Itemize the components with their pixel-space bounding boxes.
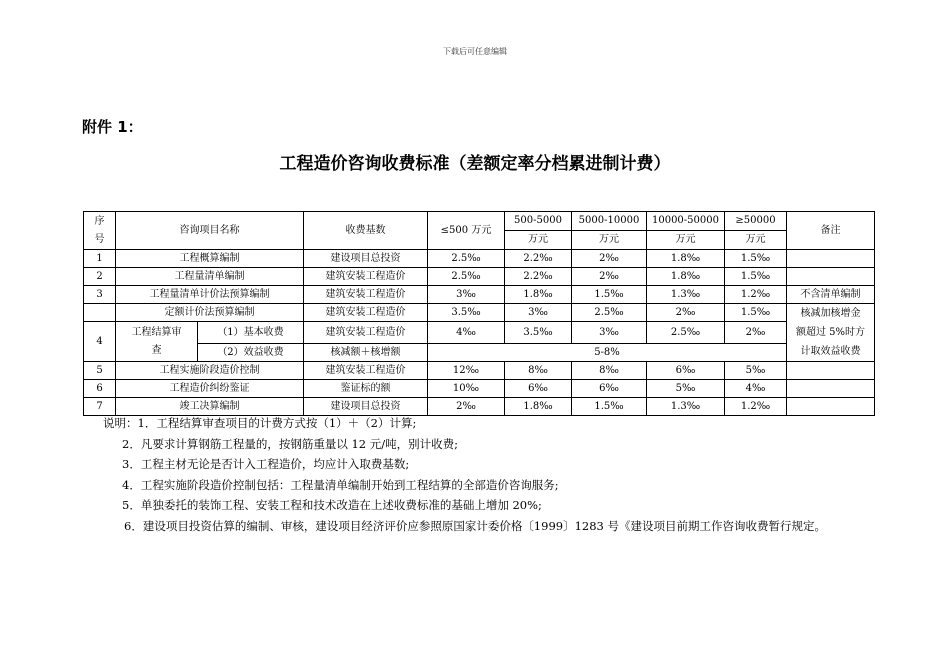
- table-row: [84, 322, 875, 344]
- cell-remark-settlement: 核减加核增金 额超过 5%时方 计取效益收费: [787, 304, 875, 362]
- note-item: 2．凡要求计算钢筋工程量的，按钢筋重量以 12 元/吨，别计收费;: [122, 436, 459, 451]
- cell-rate: 2‰: [647, 304, 725, 322]
- header-item-name: 咨询项目名称: [116, 212, 304, 250]
- cell-rate: 1.3‰: [647, 286, 725, 304]
- cell-seq: 3: [84, 286, 116, 304]
- cell-fee-base: 建设项目总投资: [304, 250, 428, 268]
- cell-rate: 1.5‰: [725, 250, 787, 268]
- cell-rate-merged: 5-8%: [428, 343, 787, 362]
- cell-rate: 1.3‰: [647, 398, 725, 416]
- cell-seq: 7: [84, 398, 116, 416]
- cell-rate: 2.5‰: [428, 250, 505, 268]
- cell-seq: 1: [84, 250, 116, 268]
- note-item: 5．单独委托的装饰工程、安装工程和技术改造在上述收费标准的基础上增加 20%;: [122, 498, 542, 512]
- cell-rate: 2.5‰: [647, 322, 725, 344]
- cell-rate: 1.8‰: [647, 268, 725, 286]
- cell-seq: 2: [84, 268, 116, 286]
- header-tier-2-unit: 万元: [505, 231, 572, 250]
- cell-item-name: 工程量清单编制: [116, 268, 304, 286]
- cell-remark: [787, 250, 875, 268]
- cell-rate: 2.5‰: [572, 304, 647, 322]
- cell-rate: 10‰: [428, 380, 505, 398]
- cell-rate: 6‰: [647, 362, 725, 380]
- cell-remark: [787, 268, 875, 286]
- table-row: [84, 304, 875, 322]
- note-item: 6．建设项目投资估算的编制、审核，建设项目经济评价应参照原国家计委价格〔1999〕1283 号《建设项目前期工作咨询收费暂行规定。: [124, 518, 826, 533]
- note-item: 说明：1．工程结算审查项目的计费方式按（1）＋（2）计算;: [103, 416, 417, 430]
- header-tier-4-unit: 万元: [647, 231, 725, 250]
- cell-seq: 4: [84, 322, 116, 362]
- cell-rate: 8‰: [505, 362, 572, 380]
- document-title: 工程造价咨询收费标准（差额定率分档累进制计费）: [279, 154, 671, 174]
- header-seq: 序 号: [84, 212, 116, 250]
- cell-rate: 2.2‰: [505, 268, 572, 286]
- cell-item-name: 工程概算编制: [116, 250, 304, 268]
- header-tier-3-unit: 万元: [572, 231, 647, 250]
- cell-rate: 2‰: [572, 250, 647, 268]
- cell-fee-base: 建筑安装工程造价: [304, 304, 428, 322]
- cell-rate: 1.8‰: [505, 398, 572, 416]
- cell-rate: 5‰: [725, 362, 787, 380]
- cell-fee-base: 建筑安装工程造价: [304, 362, 428, 380]
- cell-rate: 1.5‰: [572, 398, 647, 416]
- cell-item-name: （2）效益收费: [198, 343, 304, 362]
- cell-item-name: 工程量清单计价法预算编制: [116, 286, 304, 304]
- header-tier-4: 10000-50000: [647, 212, 725, 231]
- cell-rate: 1.2‰: [725, 398, 787, 416]
- cell-seq: [84, 304, 116, 322]
- cell-rate: 6‰: [572, 380, 647, 398]
- header-tier-3: 5000-10000: [572, 212, 647, 231]
- cell-fee-base: 建设项目总投资: [304, 398, 428, 416]
- table-row: [84, 362, 875, 380]
- cell-rate: 4‰: [725, 380, 787, 398]
- cell-rate: 12‰: [428, 362, 505, 380]
- cell-rate: 1.5‰: [725, 268, 787, 286]
- cell-fee-base: 建筑安装工程造价: [304, 268, 428, 286]
- cell-fee-base: 核减额＋核增额: [304, 343, 428, 362]
- cell-rate: 2‰: [428, 398, 505, 416]
- cell-rate: 3‰: [505, 304, 572, 322]
- header-tier-2: 500-5000: [505, 212, 572, 231]
- cell-item-name: 定额计价法预算编制: [116, 304, 304, 322]
- table-header-row: [84, 212, 875, 231]
- cell-fee-base: 鉴证标的额: [304, 380, 428, 398]
- annex-label: 附件 1：: [82, 118, 143, 136]
- cell-item-name: （1）基本收费: [198, 322, 304, 344]
- cell-rate: 1.5‰: [725, 304, 787, 322]
- cell-rate: 2‰: [572, 268, 647, 286]
- cell-settlement-group: 工程结算审 查: [116, 322, 198, 362]
- page-header-note: 下载后可任意编辑: [443, 47, 507, 56]
- note-item: 4．工程实施阶段造价控制包括：工程量清单编制开始到工程结算的全部造价咨询服务;: [122, 477, 559, 492]
- cell-rate: 2.5‰: [428, 268, 505, 286]
- cell-rate: 1.8‰: [647, 250, 725, 268]
- cell-rate: 4‰: [428, 322, 505, 344]
- header-tier-1: ≤500 万元: [428, 212, 505, 250]
- cell-item-name: 竣工决算编制: [116, 398, 304, 416]
- cell-item-name: 工程实施阶段造价控制: [116, 362, 304, 380]
- cell-rate: 6‰: [505, 380, 572, 398]
- notes-section: [82, 413, 877, 536]
- table-row: [84, 380, 875, 398]
- cell-rate: 3.5‰: [505, 322, 572, 344]
- cell-rate: 3‰: [428, 286, 505, 304]
- cell-rate: 1.5‰: [572, 286, 647, 304]
- cell-fee-base: 建筑安装工程造价: [304, 286, 428, 304]
- fee-standard-table: [83, 211, 875, 416]
- cell-remark: [787, 362, 875, 380]
- table-row: [84, 343, 875, 362]
- header-fee-base: 收费基数: [304, 212, 428, 250]
- cell-rate: 3.5‰: [428, 304, 505, 322]
- header-tier-5-unit: 万元: [725, 231, 787, 250]
- cell-fee-base: 建筑安装工程造价: [304, 322, 428, 344]
- cell-seq: 5: [84, 362, 116, 380]
- cell-rate: 3‰: [572, 322, 647, 344]
- table-row: [84, 250, 875, 268]
- cell-rate: 1.8‰: [505, 286, 572, 304]
- header-remark: 备注: [787, 212, 875, 250]
- cell-item-name: 工程造价纠纷鉴证: [116, 380, 304, 398]
- table-row: [84, 268, 875, 286]
- cell-rate: 8‰: [572, 362, 647, 380]
- note-item: 3．工程主材无论是否计入工程造价，均应计入取费基数;: [122, 457, 410, 471]
- cell-remark: [787, 380, 875, 398]
- header-tier-5: ≥50000: [725, 212, 787, 231]
- cell-remark: 不含清单编制: [787, 286, 875, 304]
- cell-rate: 5‰: [647, 380, 725, 398]
- table-row: [84, 286, 875, 304]
- cell-rate: 2.2‰: [505, 250, 572, 268]
- cell-rate: 1.2‰: [725, 286, 787, 304]
- cell-seq: 6: [84, 380, 116, 398]
- cell-rate: 2‰: [725, 322, 787, 344]
